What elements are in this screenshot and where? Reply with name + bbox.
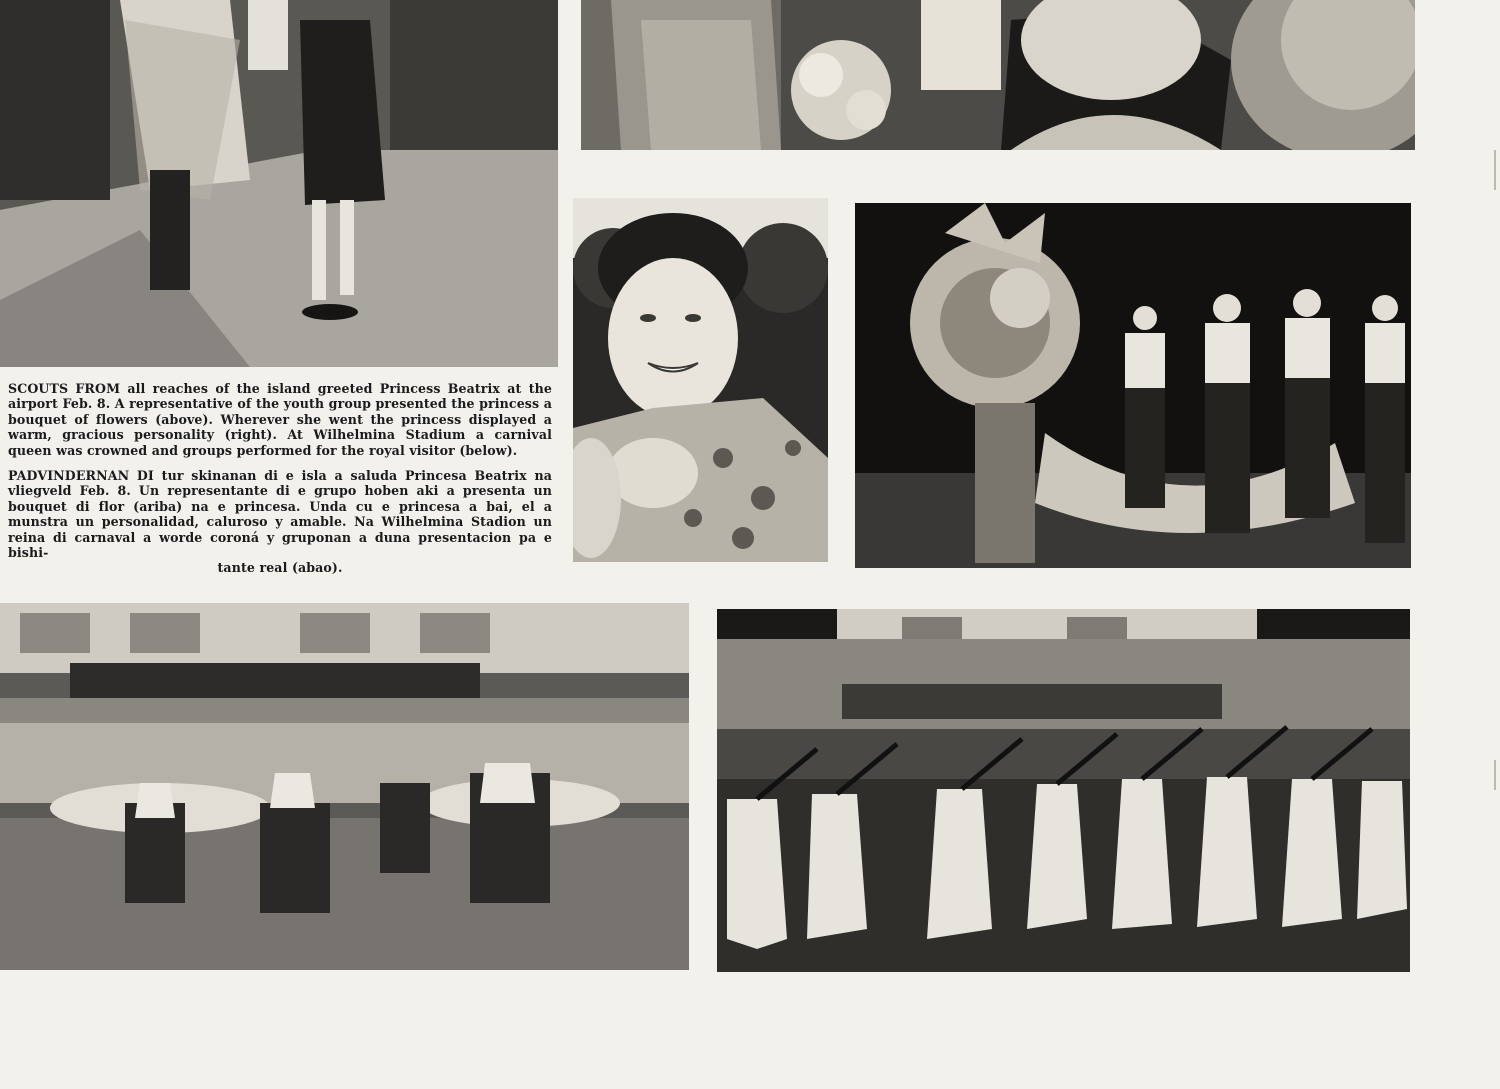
dragon-dance-photo [855, 203, 1411, 568]
scouts-greeting-photo [0, 0, 558, 367]
stadium-parade-photo [717, 609, 1410, 972]
page-edge [1494, 760, 1496, 790]
caption-english: SCOUTS FROM all reaches of the island greeted Princess Beatrix at the airport Feb. 8. A representative of the youth group presented the princess a bouquet of flowers (above). Wherever she went the princess displayed a warm, gracious personality (right). At Wilhelmina Stadium a carnival queen was crowned and groups performed for the royal visitor (below). [8, 381, 552, 458]
bouquet-closeup-photo [581, 0, 1415, 150]
caption-papiamento: PADVINDERNAN DI tur skinanan di e isla a saluda Princesa Beatrix na vliegveld Feb. 8. Un representante di e grupo hoben aki a presenta un bouquet di flor (ariba) na e princesa. Unda cu e princesa a bai, el a munstra un personalidad, caluroso y amable. Na Wilhelmina Stadion un reina di carnaval a worde coroná y gruponan a duna presentacion pa e bishi- [8, 468, 552, 561]
page-edge [1494, 150, 1496, 190]
princess-portrait-photo [573, 198, 828, 562]
stadium-carnival-photo [0, 603, 689, 970]
photo-caption [8, 381, 552, 576]
caption-papiamento-end: tante real (abao). [217, 560, 343, 576]
